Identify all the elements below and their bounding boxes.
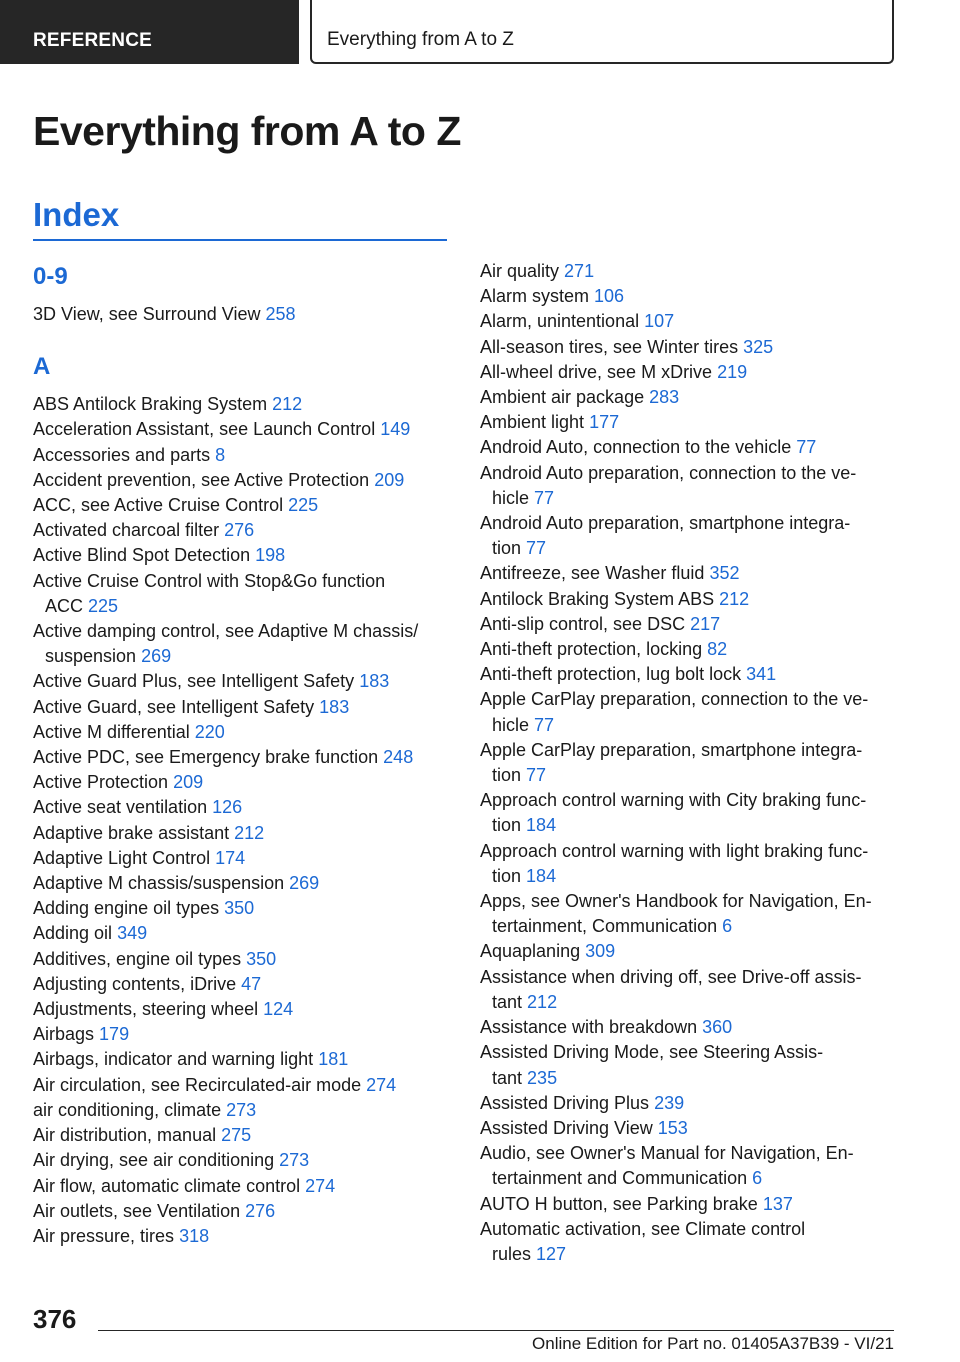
index-entry[interactable] [480, 939, 900, 964]
index-entry[interactable] [480, 1217, 900, 1267]
index-entry-page-link[interactable]: 273 [226, 1099, 257, 1120]
index-letter-heading: A [33, 353, 51, 381]
index-entry-page-link[interactable]: 274 [305, 1175, 336, 1196]
index-entry-page-link[interactable]: 77 [526, 538, 547, 559]
index-entry-term: ABS Antilock Braking System [33, 394, 268, 415]
index-entry-term: tion [492, 538, 522, 559]
index-entry-term: Active M differential [33, 721, 190, 742]
index-entry-term: ACC, see Active Cruise Control [33, 495, 284, 516]
index-entry-term: Assistance when driving off, see Drive-off assis- [480, 966, 862, 987]
index-entry[interactable] [33, 1123, 453, 1148]
index-entry[interactable] [480, 662, 900, 687]
index-entry-page-link[interactable]: 212 [234, 822, 265, 843]
index-entry-term: Adaptive M chassis/suspension [33, 873, 285, 894]
index-entry[interactable] [480, 461, 900, 511]
index-entry[interactable] [33, 972, 453, 997]
index-entry[interactable] [480, 587, 900, 612]
index-entry[interactable] [33, 745, 453, 770]
index-heading: Index [33, 196, 120, 233]
index-entry-page-link[interactable]: 269 [141, 646, 172, 667]
index-entry-term: Assistance with breakdown [480, 1017, 698, 1038]
index-entry[interactable] [33, 695, 453, 720]
index-entry[interactable] [33, 997, 453, 1022]
index-entry[interactable] [480, 1192, 900, 1217]
index-entry-page-link[interactable]: 106 [594, 286, 625, 307]
index-entry-term: Air outlets, see Ventilation [33, 1200, 241, 1221]
header-chapter-tab [310, 0, 894, 64]
index-entry-page-link[interactable]: 350 [246, 948, 277, 969]
index-entry[interactable] [480, 965, 900, 1015]
index-entry[interactable] [33, 846, 453, 871]
index-entry-term: Air quality [480, 261, 560, 281]
header-section-tab [0, 0, 299, 64]
index-entry-term: ACC [45, 595, 84, 616]
index-entry[interactable] [33, 896, 453, 921]
index-entry-page-link[interactable]: 219 [717, 361, 748, 382]
header-section-label: REFERENCE [33, 30, 152, 51]
index-entry[interactable] [480, 1116, 900, 1141]
index-entry-term: Acceleration Assistant, see Launch Control [33, 419, 376, 440]
index-entry[interactable] [33, 821, 453, 846]
index-entry[interactable] [33, 947, 453, 972]
index-entry[interactable] [480, 1015, 900, 1040]
index-entry[interactable] [33, 871, 453, 896]
index-entry[interactable] [480, 435, 900, 460]
index-entry-page-link[interactable]: 184 [526, 815, 557, 836]
index-entry[interactable] [33, 1073, 453, 1098]
index-entry[interactable] [480, 259, 900, 284]
index-entry-term: Assisted Driving Plus [480, 1092, 650, 1113]
header-chapter-label: Everything from A to Z [327, 29, 514, 50]
index-entry[interactable] [33, 1148, 453, 1173]
index-entry-term: tant [492, 991, 523, 1012]
index-entry-term: Anti-theft protection, lug bolt lock [480, 664, 742, 685]
index-entry-page-link[interactable]: 82 [707, 639, 728, 660]
index-letter-heading: 0-9 [33, 263, 68, 290]
index-entry[interactable] [480, 1091, 900, 1116]
index-entry[interactable] [480, 360, 900, 385]
index-column-right [480, 259, 900, 1267]
index-entry-term: Ambient air package [480, 387, 645, 408]
index-entry-page-link[interactable]: 127 [536, 1243, 567, 1264]
index-entry-term: Active Blind Spot Detection [33, 545, 251, 566]
index-entry-term: Approach control warning with light braking func- [480, 840, 869, 861]
index-entry-page-link[interactable]: 77 [534, 714, 555, 735]
index-entry-page-link[interactable]: 349 [117, 923, 148, 944]
index-entry-page-link[interactable]: 124 [263, 999, 294, 1020]
index-entry-page-link[interactable]: 174 [215, 847, 246, 868]
index-entry[interactable] [480, 889, 900, 939]
index-entry-page-link[interactable]: 275 [221, 1125, 252, 1146]
index-entry[interactable] [480, 335, 900, 360]
index-entry-page-link[interactable]: 126 [212, 797, 243, 818]
index-entry-page-link[interactable]: 183 [359, 671, 390, 692]
index-entry-term: Airbags [33, 1024, 95, 1045]
index-entry-term: Air pressure, tires [33, 1225, 175, 1246]
index-entry-term: hicle [492, 487, 530, 508]
index-entry[interactable] [33, 493, 453, 518]
index-entry-term: Audio, see Owner's Manual for Navigation, En- [480, 1143, 854, 1164]
index-entry-term: rules [492, 1243, 532, 1264]
index-entry-page-link[interactable]: 258 [265, 304, 296, 324]
index-entry[interactable] [33, 468, 453, 493]
index-entry-term: suspension [45, 646, 137, 667]
index-entry[interactable] [480, 1141, 900, 1191]
index-entry-term: Accessories and parts [33, 444, 211, 465]
index-entry-term: Active damping control, see Adaptive M chassis/ [33, 621, 419, 642]
index-entry-term: tertainment and Communication [492, 1168, 748, 1189]
index-entry-term: AUTO H button, see Parking brake [480, 1193, 758, 1214]
index-entry[interactable] [33, 302, 453, 327]
index-entry[interactable] [33, 1022, 453, 1047]
index-entry[interactable] [480, 839, 900, 889]
index-entry-page-link[interactable]: 181 [318, 1049, 349, 1070]
index-entry-page-link[interactable]: 352 [709, 563, 740, 584]
index-entry-term: tertainment, Communication [492, 916, 718, 937]
index-entry[interactable] [33, 1098, 453, 1123]
index-entry[interactable] [33, 417, 453, 442]
index-entry-term: Apple CarPlay preparation, connection to the ve- [480, 689, 869, 710]
index-entry-page-link[interactable]: 235 [527, 1067, 558, 1088]
footer-rule [98, 1330, 894, 1331]
index-entry-term: Adjustments, steering wheel [33, 999, 259, 1020]
index-entry[interactable] [33, 1224, 453, 1249]
index-entry-page-link[interactable]: 325 [743, 336, 774, 357]
index-entry[interactable] [480, 612, 900, 637]
page-title: Everything from A to Z [33, 108, 461, 154]
index-entry-page-link[interactable]: 198 [255, 545, 286, 566]
index-entry-term: Additives, engine oil types [33, 948, 242, 969]
index-entry-page-link[interactable]: 271 [564, 261, 595, 281]
index-entry-term: tion [492, 865, 522, 886]
footer-edition: Online Edition for Part no. 01405A37B39 - VI/21 [532, 1334, 894, 1353]
index-entry-term: tion [492, 765, 522, 786]
index-entry-page-link[interactable]: 209 [374, 469, 405, 490]
index-entry-term: Android Auto, connection to the vehicle [480, 437, 792, 458]
index-entry-page-link[interactable]: 6 [722, 916, 733, 937]
index-entry-term: Alarm system [480, 286, 590, 307]
index-entry-term: Active Guard, see Intelligent Safety [33, 696, 315, 717]
index-entry-term: Activated charcoal filter [33, 520, 220, 541]
index-entry[interactable] [480, 284, 900, 309]
index-entry-term: Adaptive Light Control [33, 847, 211, 868]
index-entry-page-link[interactable]: 225 [88, 595, 119, 616]
index-column-left [33, 259, 453, 1249]
index-entry[interactable] [33, 1174, 453, 1199]
index-entry-term: Android Auto preparation, smartphone integra- [480, 513, 851, 534]
index-entry[interactable] [480, 385, 900, 410]
index-entry-page-link[interactable]: 276 [224, 520, 255, 541]
index-entry-page-link[interactable]: 217 [690, 613, 721, 634]
page-number: 376 [33, 1304, 77, 1334]
index-entry-page-link[interactable]: 360 [702, 1017, 733, 1038]
index-entry-term: Adding engine oil types [33, 898, 220, 919]
index-entry-term: Active Cruise Control with Stop&Go function [33, 570, 386, 591]
index-entry-page-link[interactable]: 212 [719, 588, 750, 609]
index-entry[interactable] [480, 738, 900, 788]
index-entry[interactable] [480, 1040, 900, 1090]
index-entry-page-link[interactable]: 77 [796, 437, 817, 458]
index-entry-term: Approach control warning with City braking func- [480, 790, 867, 811]
index-entry-term: Active PDC, see Emergency brake function [33, 747, 379, 768]
index-entry-page-link[interactable]: 248 [383, 747, 414, 768]
index-entry-page-link[interactable]: 212 [272, 394, 303, 415]
index-entry-page-link[interactable]: 179 [99, 1024, 130, 1045]
index-entry-term: Adjusting contents, iDrive [33, 973, 237, 994]
index-entry-term: Airbags, indicator and warning light [33, 1049, 314, 1070]
index-entry-term: Active seat ventilation [33, 797, 208, 818]
index-entry[interactable] [33, 1199, 453, 1224]
index-entry-term: All-wheel drive, see M xDrive [480, 361, 713, 382]
index-entry-term: Automatic activation, see Climate control [480, 1218, 806, 1239]
index-entry-term: hicle [492, 714, 530, 735]
index-entry[interactable] [480, 788, 900, 838]
index-entry[interactable] [33, 921, 453, 946]
index-entry-term: Air circulation, see Recirculated-air mode [33, 1074, 362, 1095]
index-heading-rule [33, 239, 447, 241]
index-entry-term: Antilock Braking System ABS [480, 588, 715, 609]
index-entry[interactable] [33, 619, 453, 669]
index-entry[interactable] [33, 543, 453, 568]
index-entry-term: Assisted Driving Mode, see Steering Assis- [480, 1042, 824, 1063]
index-entry[interactable] [33, 720, 453, 745]
index-entry-page-link[interactable]: 276 [245, 1200, 276, 1221]
index-entry[interactable] [480, 637, 900, 662]
index-entry-term: Assisted Driving View [480, 1117, 653, 1138]
index-entry-term: Android Auto preparation, connection to the ve- [480, 462, 857, 483]
index-entry-page-link[interactable]: 177 [589, 412, 620, 433]
index-entry-page-link[interactable]: 274 [366, 1074, 397, 1095]
index-entry-term: All-season tires, see Winter tires [480, 336, 739, 357]
index-entry-page-link[interactable]: 318 [179, 1225, 210, 1246]
index-entry-term: Air flow, automatic climate control [33, 1175, 301, 1196]
index-entry-page-link[interactable]: 107 [644, 311, 675, 332]
index-entry[interactable] [33, 669, 453, 694]
index-entry-term: Active Protection [33, 772, 169, 793]
index-entry-page-link[interactable]: 209 [173, 772, 204, 793]
index-entry-term: Accident prevention, see Active Protection [33, 469, 370, 490]
index-entry-page-link[interactable]: 341 [746, 664, 777, 685]
index-entry-page-link[interactable]: 153 [657, 1117, 688, 1138]
index-entry[interactable] [33, 443, 453, 468]
index-entry[interactable] [480, 687, 900, 737]
index-entry-term: Anti-theft protection, locking [480, 639, 703, 660]
index-entry-page-link[interactable]: 183 [319, 696, 350, 717]
index-entry-page-link[interactable]: 220 [194, 721, 225, 742]
index-entry[interactable] [480, 410, 900, 435]
index-entry-term: Aquaplaning [480, 941, 581, 962]
index-entry[interactable] [33, 392, 453, 417]
index-entry-term: Anti-slip control, see DSC [480, 613, 686, 634]
index-entry-term: 3D View, see Surround View [33, 304, 261, 324]
index-entry-term: Air drying, see air conditioning [33, 1150, 275, 1171]
index-entry-term: air conditioning, climate [33, 1099, 222, 1120]
index-entry-term: tion [492, 815, 522, 836]
index-entry-term: Ambient light [480, 412, 585, 433]
index-entry[interactable] [480, 511, 900, 561]
index-entry[interactable] [33, 770, 453, 795]
index-entry-page-link[interactable]: 6 [752, 1168, 763, 1189]
index-entry-term: Active Guard Plus, see Intelligent Safety [33, 671, 355, 692]
index-entry-term: Apple CarPlay preparation, smartphone integra- [480, 739, 863, 760]
index-entry-page-link[interactable]: 149 [380, 419, 411, 440]
index-entry-page-link[interactable]: 225 [288, 495, 319, 516]
index-entry-page-link[interactable]: 47 [241, 973, 262, 994]
index-entry-page-link[interactable]: 309 [585, 941, 616, 962]
index-entry[interactable] [33, 1047, 453, 1072]
index-entry-term: tant [492, 1067, 523, 1088]
index-entry[interactable] [33, 795, 453, 820]
index-entry-page-link[interactable]: 269 [289, 873, 320, 894]
index-entry-page-link[interactable]: 137 [762, 1193, 793, 1214]
index-entry-term: Adaptive brake assistant [33, 822, 230, 843]
index-entry-page-link[interactable]: 77 [526, 765, 547, 786]
index-entry-page-link[interactable]: 239 [654, 1092, 685, 1113]
index-entry[interactable] [33, 569, 453, 619]
index-entry-page-link[interactable]: 8 [215, 444, 226, 465]
index-entry[interactable] [480, 561, 900, 586]
index-entry-page-link[interactable]: 77 [534, 487, 555, 508]
index-entry-page-link[interactable]: 350 [224, 898, 255, 919]
index-entry[interactable] [33, 518, 453, 543]
index-entry-page-link[interactable]: 212 [527, 991, 558, 1012]
index-entry-page-link[interactable]: 283 [649, 387, 680, 408]
index-entry[interactable] [480, 309, 900, 334]
index-entry-page-link[interactable]: 184 [526, 865, 557, 886]
index-entry-term: Antifreeze, see Washer fluid [480, 563, 705, 584]
index-entry-term: Air distribution, manual [33, 1125, 217, 1146]
index-entry-page-link[interactable]: 273 [279, 1150, 310, 1171]
index-entry-term: Adding oil [33, 923, 113, 944]
index-entry-term: Apps, see Owner's Handbook for Navigation, En- [480, 891, 872, 912]
index-entry-term: Alarm, unintentional [480, 311, 640, 332]
